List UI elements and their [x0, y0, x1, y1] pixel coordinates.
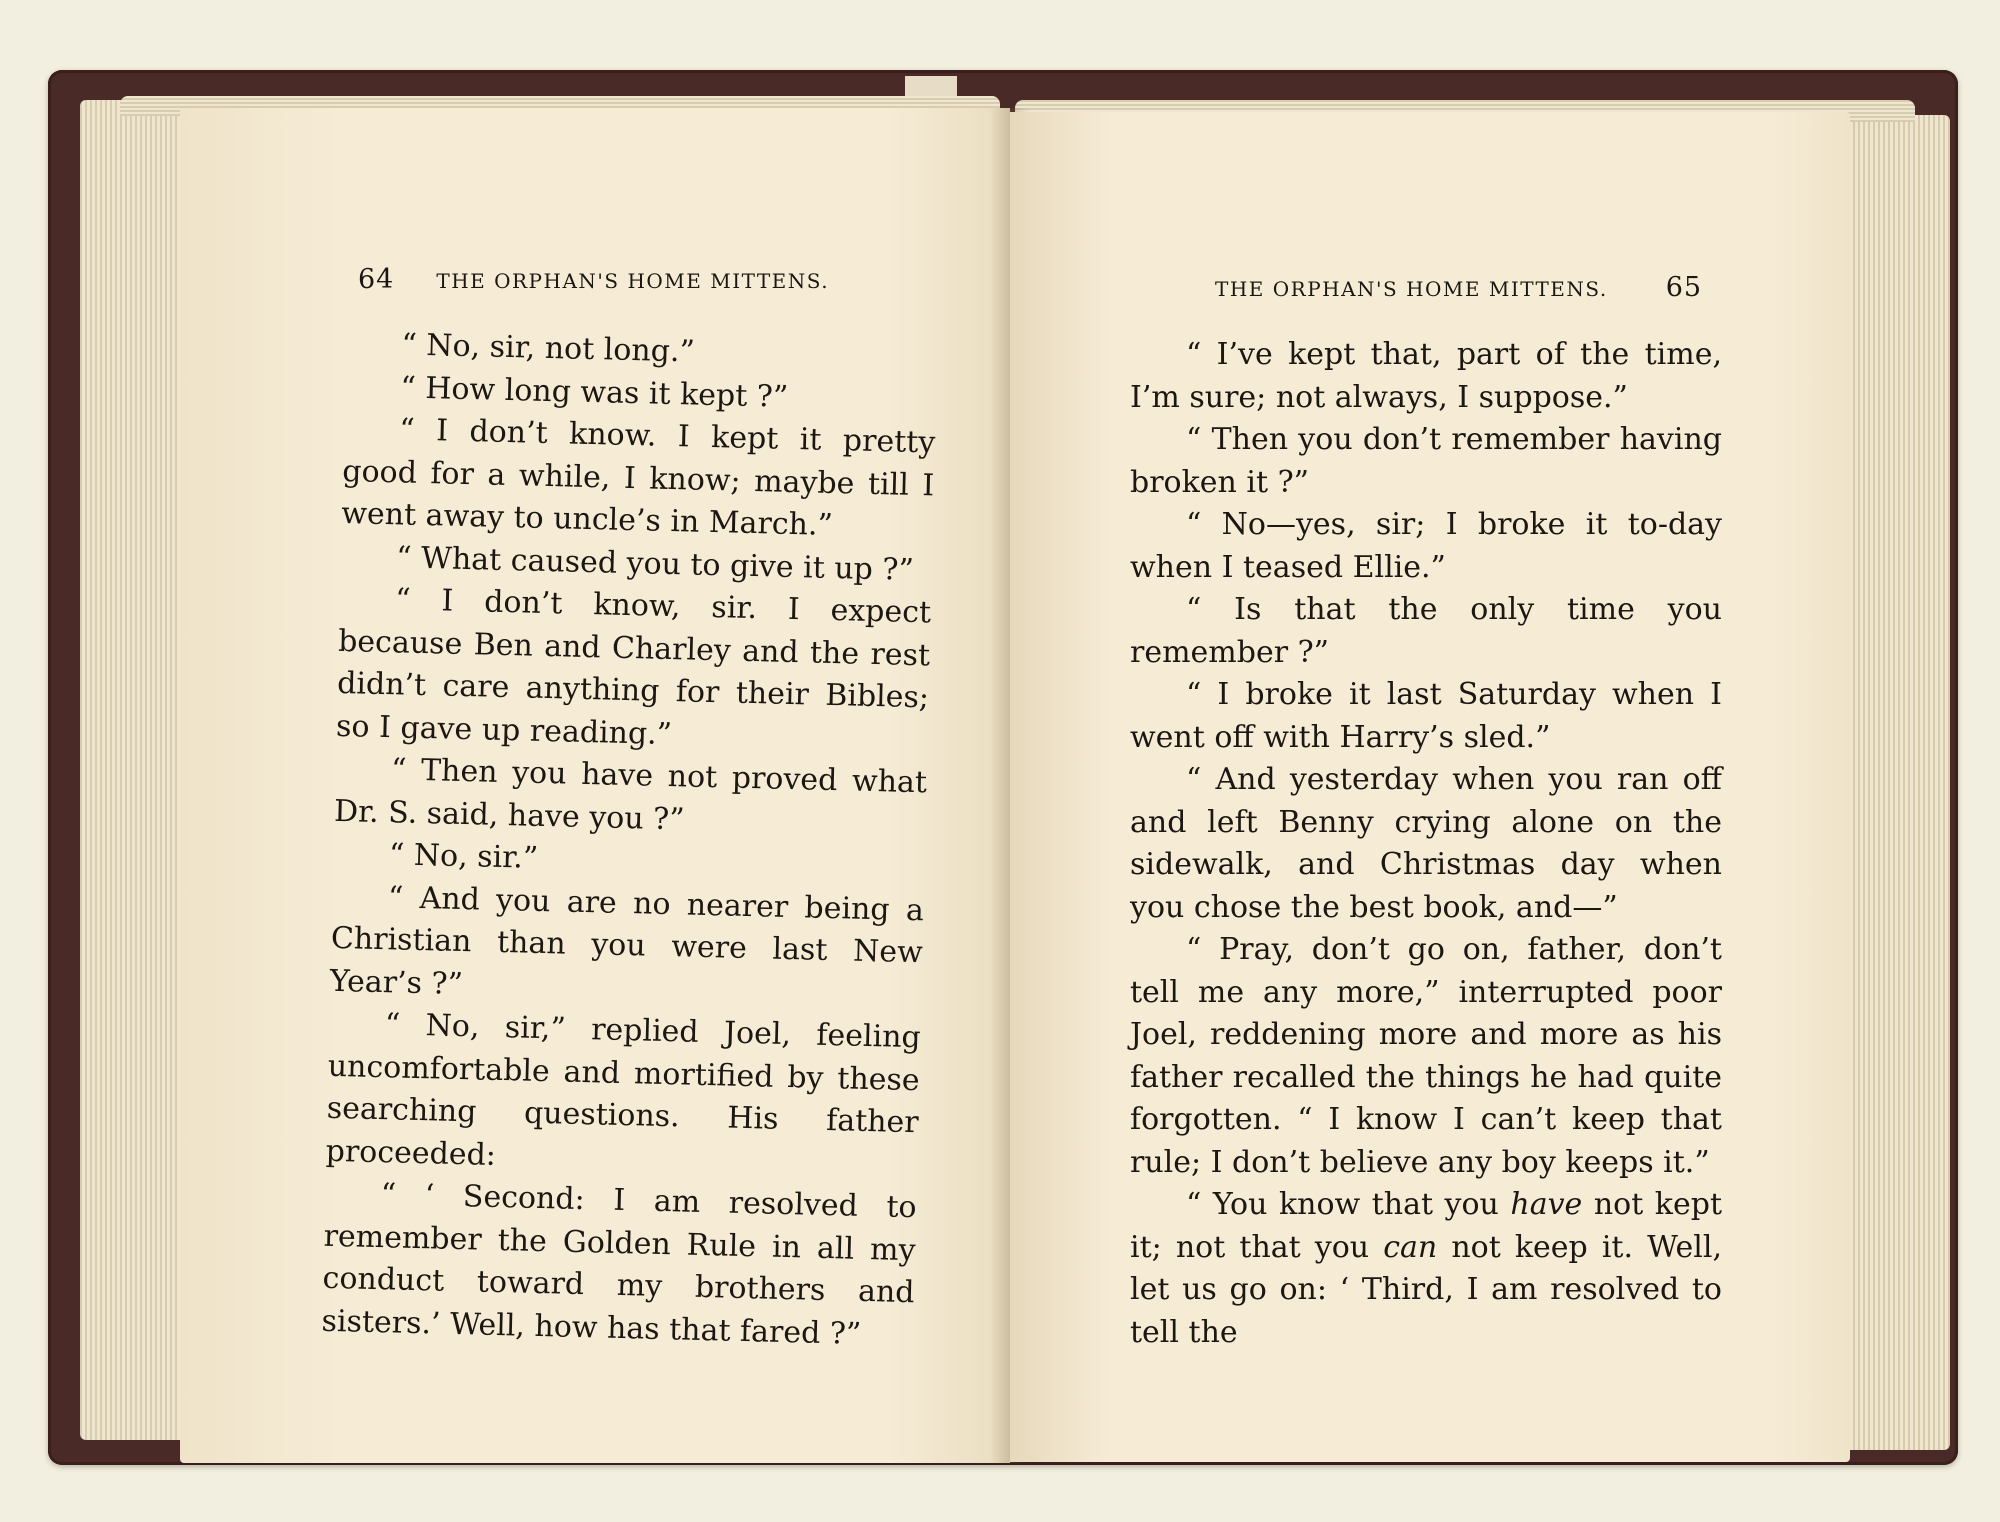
right-page-number: 65	[1665, 272, 1703, 303]
paragraph: “ I broke it last Saturday when I went off with Harry’s sled.”	[1130, 677, 1722, 755]
paragraph: “ And you are no nearer being a Christian than you were last New Year’s ?”	[329, 879, 925, 1002]
paragraph: “ What caused you to give it up ?”	[395, 539, 915, 588]
left-page-header	[358, 264, 829, 295]
left-page-text	[321, 323, 938, 1357]
left-running-head: THE ORPHAN'S HOME MITTENS.	[436, 269, 830, 293]
left-page-number: 64	[358, 264, 395, 295]
paragraph: “ Pray, don’t go on, father, don’t tell me any more,” interrupted poor Joel, reddening more and more as his father recalled the things he had quite forgotten. “ I know I can’t keep that rule; I don’t believe any boy keeps it.”	[1130, 932, 1722, 1180]
paragraph: “ No, sir.”	[388, 837, 539, 876]
right-page	[1010, 112, 1850, 1462]
right-running-head: THE ORPHAN'S HOME MITTENS.	[1215, 277, 1608, 301]
left-page	[180, 108, 1010, 1463]
paragraph: “ No, sir, not long.”	[401, 327, 696, 370]
paragraph: “ I don’t know. I kept it pretty good for a while, I know; maybe till I went away to uncle’s in March.”	[340, 412, 936, 543]
right-page-header	[1215, 272, 1735, 303]
paragraph: “ ‘ Second: I am resolved to remember the Golden Rule in all my conduct toward my brothers and sisters.’ Well, how has that fared ?”	[321, 1177, 917, 1352]
paragraph: “ Then you have not proved what Dr. S. said, have you ?”	[333, 752, 928, 837]
paragraph	[1130, 1184, 1722, 1354]
paragraph: “ No, sir,” replied Joel, feeling uncomfortable and mortified by these searching questions. His father proceeded:	[325, 1007, 922, 1173]
paragraph: “ And yesterday when you ran off and left Benny crying alone on the sidewalk, and Christmas day when you chose the best book, and—”	[1130, 762, 1722, 925]
paragraph: “ How long was it kept ?”	[400, 369, 789, 415]
emphasis: can	[1383, 1229, 1438, 1265]
text-run: “ You know that you	[1186, 1187, 1511, 1222]
emphasis: have	[1510, 1187, 1583, 1222]
text-run: not keep it. Well, let us go on: ‘ Third, I am resolved to tell the	[1130, 1229, 1722, 1350]
paragraph: “ I don’t know, sir. I expect because Ben and Charley and the rest didn’t care anything for their Bibles; so I gave up reading.”	[335, 582, 932, 752]
right-page-edges	[1840, 115, 1950, 1450]
paragraph: “ Then you don’t remember having broken it ?”	[1130, 422, 1722, 500]
text-run: not kept it; not that you	[1130, 1187, 1722, 1265]
paragraph: “ No—yes, sir; I broke it to-day when I teased Ellie.”	[1130, 507, 1722, 585]
right-page-text	[1130, 334, 1722, 1354]
paragraph: “ Is that the only time you remember ?”	[1130, 592, 1722, 670]
paragraph: “ I’ve kept that, part of the time, I’m sure; not always, I suppose.”	[1130, 337, 1722, 415]
